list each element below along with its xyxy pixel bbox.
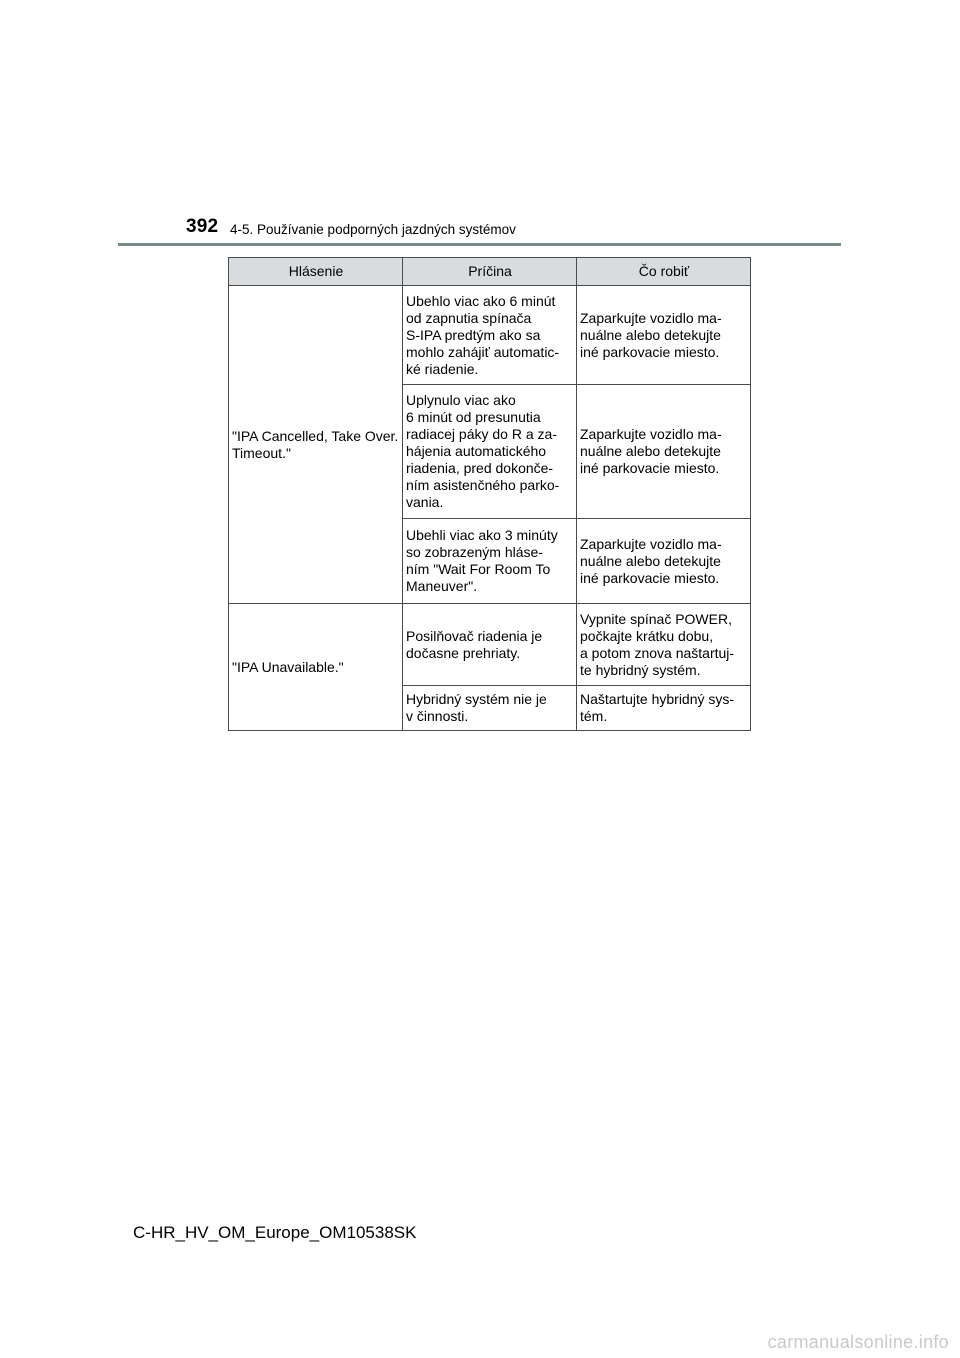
cause-cell: Ubehli viac ako 3 minúty so zobrazeným hláse- ním "Wait For Room To Maneuver".	[403, 519, 577, 604]
action-cell: Zaparkujte vozidlo ma- nuálne alebo detekujte iné parkovacie miesto.	[577, 286, 751, 385]
message-cell: "IPA Unavailable."	[229, 604, 403, 731]
section-title: 4-5. Používanie podporných jazdných systémov	[230, 222, 516, 237]
column-header-cause: Príčina	[403, 258, 577, 286]
header-rule	[118, 243, 841, 246]
page-number: 392	[186, 216, 219, 237]
action-cell: Zaparkujte vozidlo ma- nuálne alebo detekujte iné parkovacie miesto.	[577, 385, 751, 519]
column-header-action: Čo robiť	[577, 258, 751, 286]
messages-table	[228, 257, 751, 731]
cause-cell: Hybridný systém nie je v činnosti.	[403, 686, 577, 731]
cause-cell: Posilňovač riadenia je dočasne prehriaty.	[403, 604, 577, 686]
cause-cell: Uplynulo viac ako 6 minút od presunutia radiacej páky do R a za- hájenia automatického riadenia, pred dokonče- ním asistenčného parko- vania.	[403, 385, 577, 519]
table-header-row	[229, 258, 751, 286]
cause-cell: Ubehlo viac ako 6 minút od zapnutia spínača S-IPA predtým ako sa mohlo zahájiť automatic- ké riadenie.	[403, 286, 577, 385]
footer-document-code: C-HR_HV_OM_Europe_OM10538SK	[133, 1223, 417, 1242]
message-cell: "IPA Cancelled, Take Over. Timeout."	[229, 286, 403, 604]
action-cell: Vypnite spínač POWER, počkajte krátku dobu, a potom znova naštartuj- te hybridný systém.	[577, 604, 751, 686]
action-cell: Zaparkujte vozidlo ma- nuálne alebo detekujte iné parkovacie miesto.	[577, 519, 751, 604]
action-cell: Naštartujte hybridný sys- tém.	[577, 686, 751, 731]
table-row	[229, 604, 751, 686]
table-row	[229, 286, 751, 385]
column-header-message: Hlásenie	[229, 258, 403, 286]
watermark: carmanualsonline.info	[767, 1332, 949, 1352]
